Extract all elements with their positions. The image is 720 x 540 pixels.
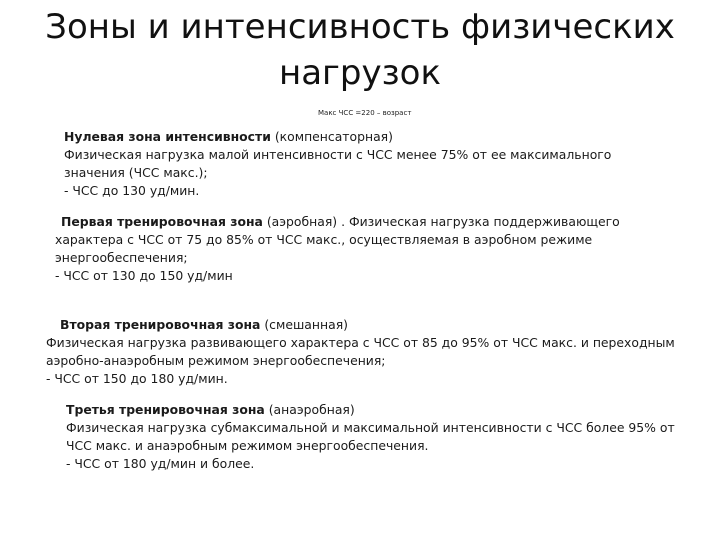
zone-heading (55, 213, 620, 231)
zone-heading-bold: Нулевая зона интенсивности (64, 129, 271, 144)
zone-heading (66, 401, 675, 419)
zone-line: энергообеспечения; (55, 250, 188, 265)
zone-line: значения (ЧСС макс.); (64, 165, 208, 180)
zone-block-first (55, 213, 620, 285)
zone-heading (64, 128, 611, 146)
zone-line: характера с ЧСС от 75 до 85% от ЧСС макс., осуществляемая в аэробном режиме (55, 232, 593, 247)
zone-heading-bold: Вторая тренировочная зона (60, 317, 261, 332)
zone-heading-bold: Третья тренировочная зона (66, 402, 265, 417)
zone-line: Физическая нагрузка малой интенсивности с ЧСС менее 75% от ее максимального (64, 147, 612, 162)
page-title (0, 4, 720, 96)
zone-heading (46, 316, 675, 334)
max-hr-formula: Макс ЧСС =220 – возраст (318, 109, 412, 117)
zone-line: ЧСС макс. и анаэробным режимом энергообеспечения. (66, 438, 429, 453)
zone-line: - ЧСС до 130 уд/мин. (64, 183, 200, 198)
zone-line: Физическая нагрузка субмаксимальной и максимальной интенсивности с ЧСС более 95% от (66, 420, 675, 435)
zone-line: Физическая нагрузка развивающего характера с ЧСС от 85 до 95% от ЧСС макс. и переходным (46, 335, 675, 350)
zone-line: - ЧСС от 130 до 150 уд/мин (55, 268, 233, 283)
zone-block-second (46, 316, 675, 388)
zone-line: аэробно-анаэробным режимом энергообеспечения; (46, 353, 386, 368)
zone-heading-rest: (компенсаторная) (270, 129, 393, 144)
zone-line: - ЧСС от 150 до 180 уд/мин. (46, 371, 228, 386)
zone-heading-rest: (смешанная) (260, 317, 348, 332)
zone-heading-rest: (анаэробная) (264, 402, 355, 417)
zone-line: - ЧСС от 180 уд/мин и более. (66, 456, 255, 471)
zone-heading-bold: Первая тренировочная зона (61, 214, 263, 229)
title-line-1: Зоны и интенсивность физических (45, 7, 675, 47)
title-line-2: нагрузок (278, 53, 442, 93)
zone-block-zero (64, 128, 611, 200)
zone-heading-rest: (аэробная) . Физическая нагрузка поддерживающего (262, 214, 620, 229)
zone-block-third (66, 401, 675, 473)
